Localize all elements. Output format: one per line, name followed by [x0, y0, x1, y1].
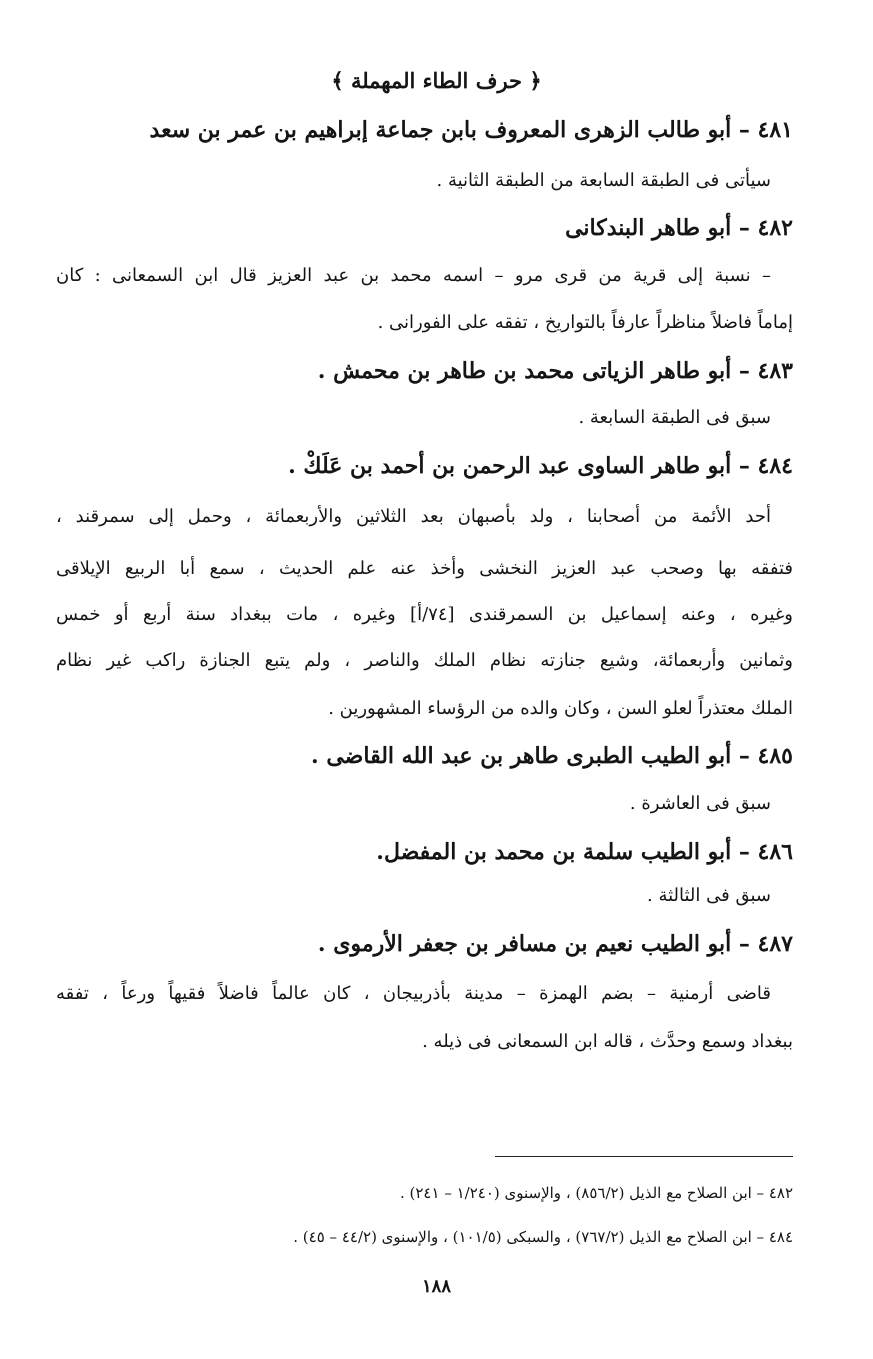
entry-heading-481: ٤٨١ – أبو طالب الزهرى المعروف بابن جماعة إبراهيم بن عمر بن سعد	[149, 117, 793, 143]
footnote: ٤٨٢ – ابن الصلاح مع الذيل (٨٥٦/٢) ، والإسنوى (١/٢٤٠ – ٢٤١) .	[399, 1184, 793, 1202]
entry-text-487-line: ببغداد وسمع وحدَّث ، قاله ابن السمعانى فى ذيله .	[422, 1031, 793, 1052]
entry-heading-482: ٤٨٢ – أبو طاهر البندكانى	[565, 215, 793, 241]
entry-text-485: سبق فى العاشرة .	[629, 793, 771, 814]
entry-heading-487: ٤٨٧ – أبو الطيب نعيم بن مسافر بن جعفر الأرموى .	[317, 931, 793, 957]
entry-text-487-line: قاضى أرمنية – بضم الهمزة – مدينة بأذربيجان ، كان عالماً فاضلاً فقيهاً ورعاً ، تفقه	[56, 983, 771, 1004]
page-number: ١٨٨	[421, 1276, 451, 1297]
entry-text-484-line: فتفقه بها وصحب عبد العزيز النخشى وأخذ عنه علم الحديث ، سمع أبا الربيع الإيلاقى	[56, 558, 793, 579]
entry-text-484-line: الملك معتذراً لعلو السن ، وكان والده من الرؤساء المشهورين .	[328, 698, 793, 719]
footnote-separator	[495, 1156, 793, 1157]
entry-text-486: سبق فى الثالثة .	[647, 885, 771, 906]
entry-heading-485: ٤٨٥ – أبو الطيب الطبرى طاهر بن عبد الله القاضى .	[311, 743, 793, 769]
entry-text-484-line: أحد الأئمة من أصحابنا ، ولد بأصبهان بعد الثلاثين والأربعمائة ، وحمل إلى سمرقند ،	[56, 506, 771, 527]
entry-text-483: سبق فى الطبقة السابعة .	[578, 407, 771, 428]
entry-heading-484: ٤٨٤ – أبو طاهر الساوى عبد الرحمن بن أحمد بن عَلَكْ .	[288, 453, 793, 479]
entry-heading-486: ٤٨٦ – أبو الطيب سلمة بن محمد بن المفضل.	[376, 839, 793, 865]
entry-text-484-line: وثمانين وأربعمائة، وشيع جنازته نظام الملك والناصر ، ولم يتبع الجنازة راكب غير نظام	[56, 650, 793, 671]
entry-text-482-line: إماماً فاضلاً مناظراً عارفاً بالتواريخ ، تفقه على الفورانى .	[377, 312, 793, 333]
entry-text-481: سيأتى فى الطبقة السابعة من الطبقة الثانية .	[436, 170, 771, 191]
footnote: ٤٨٤ – ابن الصلاح مع الذيل (٧٦٧/٢) ، والسبكى (١٠١/٥) ، والإسنوى (٤٤/٢ – ٤٥) .	[293, 1228, 793, 1246]
entry-heading-483: ٤٨٣ – أبو طاهر الزياتى محمد بن طاهر بن محمش .	[317, 358, 793, 384]
entry-text-482-line: – نسبة إلى قرية من قرى مرو – اسمه محمد بن عبد العزيز قال ابن السمعانى : كان	[56, 265, 771, 286]
entry-text-484-line: وغيره ، وعنه إسماعيل بن السمرقندى [٧٤/أ] وغيره ، مات ببغداد سنة أربع أو خمس	[56, 604, 793, 625]
chapter-title: ﴿ حرف الطاء المهملة ﴾	[331, 68, 542, 93]
